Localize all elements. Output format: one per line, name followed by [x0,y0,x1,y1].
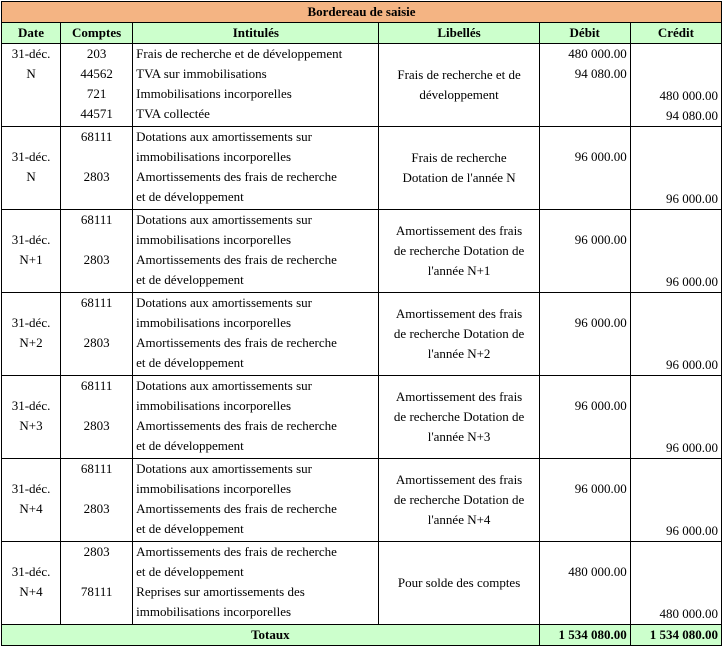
entry-credit-line [634,66,718,86]
totals-credit: 1 534 080.00 [630,625,721,646]
entry-intitules [133,376,379,459]
entry-libelle-line: Amortissement des frais [395,389,523,404]
header-debit: Débit [539,23,630,44]
entry-date [2,542,61,625]
entry-date-line: N [26,169,36,184]
entry-debit [539,376,630,459]
entry-accounts-line: 2803 [83,252,110,267]
entry-libelle-line: de recherche Dotation de [393,243,525,258]
entry-date-line: 31-déc. [11,46,51,61]
entry-intitules-line: Dotations aux amortissements sur [136,378,312,393]
entry-debit-line [543,582,627,602]
entry-intitules-line: Reprises sur amortissements des [136,584,305,599]
entry-accounts-line: 2803 [83,335,110,350]
entry-accounts [61,210,133,293]
entry-intitules-line: et de développement [136,438,244,453]
entry-accounts-line: 68111 [80,378,113,393]
entry-intitules-line: Amortissements des frais de recherche [136,544,337,559]
entry-debit-line [543,167,627,187]
entry-date-line [5,127,57,147]
entry-date-line: 31-déc. [11,315,51,330]
header-libelles: Libellés [379,23,539,44]
entry-debit-line [543,84,627,104]
entry-accounts [61,542,133,625]
entry-credit-line: 96 000.00 [666,440,718,455]
entry-date-line: 31-déc. [11,398,51,413]
entry-date-line [5,376,57,396]
entry-intitules-line: TVA sur immobilisations [136,66,267,81]
entry-credit-line [634,129,718,149]
entry-date-line: 31-déc. [11,481,51,496]
entry-libelle [379,293,539,376]
table-row [2,542,722,625]
entry-credit-line [634,398,718,418]
entry-credit-line [634,418,718,438]
entry-libelle [379,44,539,127]
entry-libelle-line: développement [419,87,499,102]
entry-accounts-line [64,187,129,207]
entry-credit-line: 96 000.00 [666,191,718,206]
entry-intitules [133,293,379,376]
header-intitules: Intitulés [133,23,379,44]
entry-debit-line: 96 000.00 [574,149,627,164]
entry-libelle-line: Amortissement des frais [395,223,523,238]
entry-debit-line [543,127,627,147]
entry-debit-line [543,293,627,313]
entry-debit-line [543,459,627,479]
entry-accounts-line: 721 [86,86,107,101]
entry-intitules-line: et de développement [136,521,244,536]
entry-debit-line [543,333,627,353]
entry-accounts-line: 78111 [80,584,113,599]
entry-credit-line: 480 000.00 [659,606,718,621]
entry-credit-line [634,564,718,584]
entry-libelle-line: Frais de recherche et de [397,67,521,82]
entry-intitules-line: immobilisations incorporelles [136,149,292,164]
table-row [2,459,722,542]
entry-date-line [5,519,57,539]
entry-debit-line: 96 000.00 [574,398,627,413]
entry-accounts [61,44,133,127]
table-row [2,44,722,127]
entry-debit-line [543,542,627,562]
entry-intitules-line: Dotations aux amortissements sur [136,295,312,310]
entry-date-line [5,187,57,207]
entry-debit-line: 96 000.00 [574,232,627,247]
entry-intitules-line: Amortissements des frais de recherche [136,335,337,350]
entry-date-line [5,602,57,622]
entry-date-line [5,436,57,456]
entry-debit-line: 96 000.00 [574,481,627,496]
entry-credit-line [634,295,718,315]
entry-accounts-line: 68111 [80,129,113,144]
entry-date [2,376,61,459]
entry-debit-line [543,602,627,622]
entry-intitules-line: et de développement [136,189,244,204]
totals-debit: 1 534 080.00 [539,625,630,646]
entry-intitules-line: immobilisations incorporelles [136,604,292,619]
entry-date [2,44,61,127]
entry-accounts-line [64,147,129,167]
entry-accounts-line [64,519,129,539]
entry-debit [539,210,630,293]
entry-intitules-line: et de développement [136,355,244,370]
entry-libelle-line: de recherche Dotation de [393,492,525,507]
entry-libelle-line: Amortissement des frais [395,306,523,321]
entry-credit-line: 96 000.00 [666,357,718,372]
entry-debit-line [543,353,627,373]
entry-intitules-line: et de développement [136,564,244,579]
entry-intitules-line: Amortissements des frais de recherche [136,169,337,184]
entry-accounts-line [64,562,129,582]
entry-accounts [61,376,133,459]
title-row [2,2,722,23]
table-row [2,127,722,210]
entry-credit [630,293,721,376]
entry-debit [539,127,630,210]
entry-debit-line [543,376,627,396]
entry-accounts-line: 2803 [83,418,110,433]
entry-debit-line: 480 000.00 [568,564,627,579]
entry-accounts-line: 44562 [80,66,113,81]
entries-body [2,44,722,625]
totals-label: Totaux [2,625,540,646]
entry-debit [539,542,630,625]
entry-accounts-line [64,353,129,373]
entry-intitules-line: Dotations aux amortissements sur [136,212,312,227]
entry-credit [630,210,721,293]
entry-date [2,459,61,542]
entry-date-line: 31-déc. [11,564,51,579]
entry-credit [630,127,721,210]
entry-accounts-line [64,396,129,416]
entry-credit-line: 94 080.00 [666,108,718,123]
entry-accounts-line: 2803 [83,501,110,516]
entry-libelle [379,542,539,625]
entry-intitules [133,459,379,542]
entry-credit-line [634,544,718,564]
entry-intitules-line: et de développement [136,272,244,287]
entry-debit-line: 480 000.00 [568,46,627,61]
entry-credit-line [634,461,718,481]
header-row [2,23,722,44]
entry-intitules-line: immobilisations incorporelles [136,398,292,413]
entry-debit-line [543,416,627,436]
entry-credit-line [634,212,718,232]
entry-date-line: N+1 [19,252,43,267]
table-row [2,376,722,459]
entry-credit [630,542,721,625]
entry-date [2,293,61,376]
entry-credit [630,459,721,542]
entry-date-line: 31-déc. [11,149,51,164]
entry-accounts [61,293,133,376]
entry-date-line: N+2 [19,335,43,350]
entry-accounts-line: 2803 [83,544,110,559]
entry-date [2,127,61,210]
entry-accounts-line: 68111 [80,295,113,310]
entry-debit-line: 96 000.00 [574,315,627,330]
entry-libelle-line: l'année N+2 [427,346,491,361]
entry-credit-line [634,46,718,66]
entry-debit-line [543,187,627,207]
entry-libelle-line: Pour solde des comptes [397,575,521,590]
entry-libelle [379,210,539,293]
entry-accounts-line [64,313,129,333]
entry-intitules-line: Frais de recherche et de développement [136,46,343,61]
entry-debit-line [543,250,627,270]
entry-intitules-line: Amortissements des frais de recherche [136,418,337,433]
entry-date-line: N [26,66,36,81]
entry-debit-line [543,499,627,519]
entry-libelle [379,127,539,210]
entry-libelle-line: l'année N+3 [427,429,491,444]
entry-libelle-line: l'année N+1 [427,263,491,278]
entry-debit [539,44,630,127]
header-credit: Crédit [630,23,721,44]
entry-libelle-line: de recherche Dotation de [393,326,525,341]
entry-credit-line: 96 000.00 [666,274,718,289]
entry-libelle-line: Dotation de l'année N [402,170,516,185]
entry-intitules-line: TVA collectée [136,106,210,121]
entry-credit-line [634,252,718,272]
entry-intitules-line: immobilisations incorporelles [136,315,292,330]
table-title: Bordereau de saisie [2,2,722,23]
entry-debit [539,459,630,542]
entry-intitules-line: Dotations aux amortissements sur [136,129,312,144]
entry-accounts-line: 68111 [80,212,113,227]
entry-debit-line: 94 080.00 [574,66,627,81]
entry-intitules-line: immobilisations incorporelles [136,232,292,247]
header-comptes: Comptes [61,23,133,44]
entry-credit-line [634,169,718,189]
entry-date-line [5,270,57,290]
entry-accounts-line: 2803 [83,169,110,184]
entry-credit-line [634,149,718,169]
entry-accounts-line: 44571 [80,106,113,121]
entry-date-line: 31-déc. [11,232,51,247]
entry-accounts-line: 68111 [80,461,113,476]
entry-accounts-line [64,602,129,622]
entry-intitules-line: immobilisations incorporelles [136,481,292,496]
entry-date-line: N+4 [19,501,43,516]
entry-intitules-line: Amortissements des frais de recherche [136,501,337,516]
entry-intitules [133,210,379,293]
entry-intitules [133,127,379,210]
entry-credit-line: 480 000.00 [659,88,718,103]
entry-accounts-line [64,436,129,456]
entry-credit-line [634,378,718,398]
entry-libelle-line: l'année N+4 [427,512,491,527]
entry-credit-line [634,315,718,335]
entry-accounts-line: 203 [86,46,107,61]
entry-intitules-line: Dotations aux amortissements sur [136,461,312,476]
entry-accounts-line [64,270,129,290]
entry-libelle-line: Amortissement des frais [395,472,523,487]
entry-intitules-line: Immobilisations incorporelles [136,86,292,101]
table-row [2,293,722,376]
entry-accounts-line [64,230,129,250]
entry-libelle [379,459,539,542]
entry-date [2,210,61,293]
entry-date-line [5,210,57,230]
entry-debit-line [543,210,627,230]
entry-date-line: N+3 [19,418,43,433]
entry-accounts [61,459,133,542]
entry-credit-line [634,335,718,355]
entry-date-line [5,353,57,373]
entry-date-line [5,542,57,562]
entry-libelle-line: Frais de recherche [411,150,507,165]
totals-row [2,625,722,646]
table-row [2,210,722,293]
bordereau-table [1,1,722,646]
entry-intitules [133,44,379,127]
entry-credit-line [634,501,718,521]
entry-debit [539,293,630,376]
entry-accounts-line [64,479,129,499]
entry-debit-line [543,436,627,456]
entry-date-line: N+4 [19,584,43,599]
entry-credit-line [634,232,718,252]
entry-date-line [5,459,57,479]
entry-debit-line [543,519,627,539]
entry-intitules [133,542,379,625]
entry-libelle-line: de recherche Dotation de [393,409,525,424]
header-date: Date [2,23,61,44]
entry-debit-line [543,270,627,290]
entry-credit-line: 96 000.00 [666,523,718,538]
entry-libelle [379,376,539,459]
entry-date-line [5,293,57,313]
entry-accounts [61,127,133,210]
entry-debit-line [543,104,627,124]
entry-credit-line [634,584,718,604]
entry-credit [630,44,721,127]
entry-intitules-line: Amortissements des frais de recherche [136,252,337,267]
entry-credit-line [634,481,718,501]
entry-credit [630,376,721,459]
